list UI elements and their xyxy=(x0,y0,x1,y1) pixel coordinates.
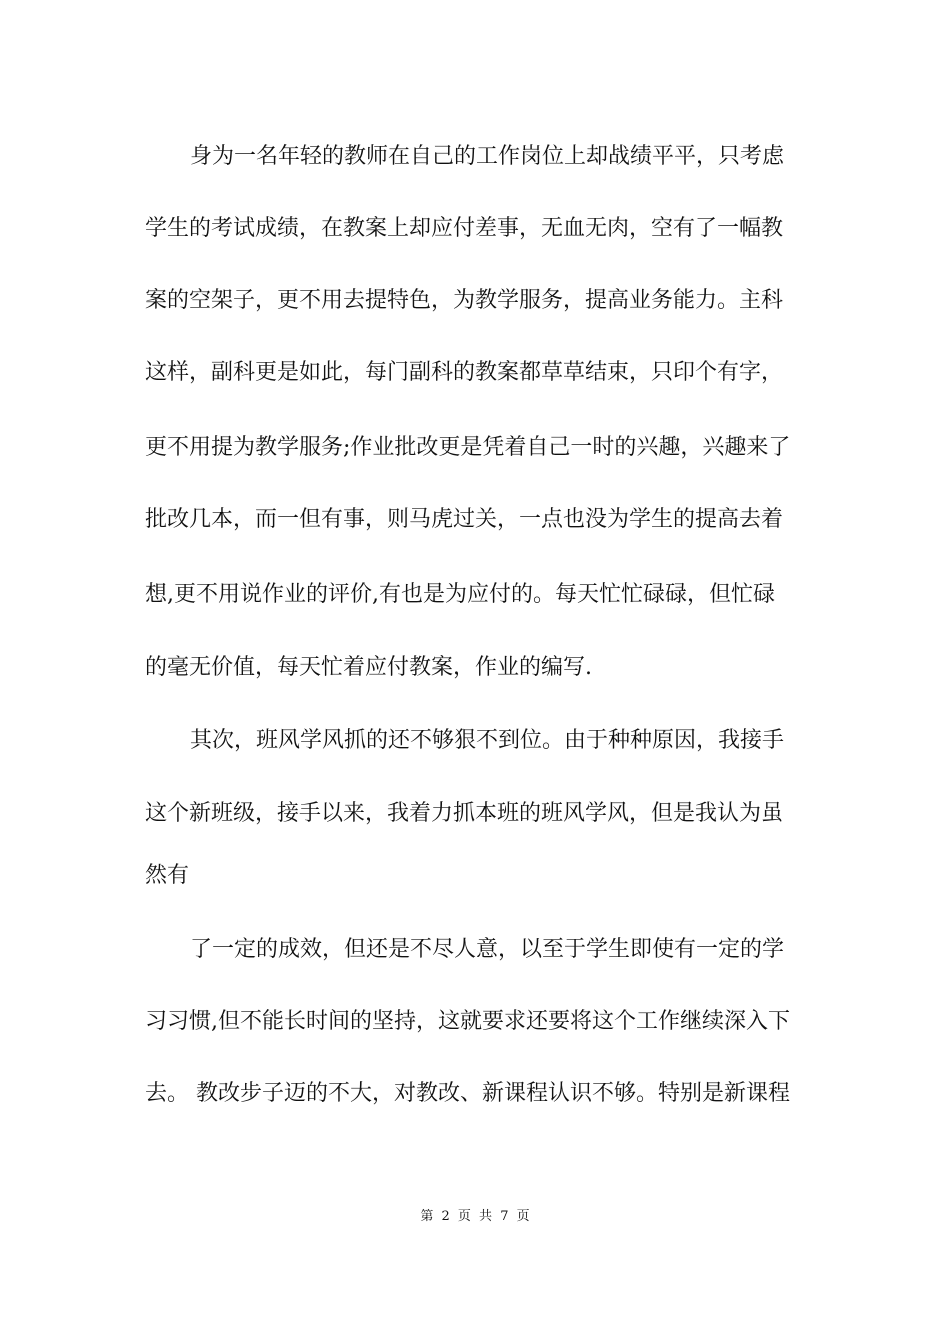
paragraph-line: 学生的考试成绩，在教案上却应付差事，无血无肉，空有了一幅教 xyxy=(145,216,784,241)
paragraph-line: 这样，副科更是如此，每门副科的教案都草草结束，只印个有字， xyxy=(145,360,784,385)
paragraph-line: 去。 教改步子迈的不大，对教改、新课程认识不够。特别是新课程 xyxy=(145,1081,790,1106)
paragraph-line: 身为一名年轻的教师在自己的工作岗位上却战绩平平，只考虑 xyxy=(190,144,785,169)
paragraph-line: 想,更不用说作业的评价,有也是为应付的。每天忙忙碌碌，但忙碌 xyxy=(145,582,775,607)
paragraph-line: 习习惯,但不能长时间的坚持，这就要求还要将这个工作继续深入下 xyxy=(145,1009,790,1034)
paragraph-line: 案的空架子，更不用去提特色，为教学服务，提高业务能力。主科 xyxy=(145,288,784,313)
paragraph-line: 了一定的成效，但还是不尽人意，以至于学生即使有一定的学 xyxy=(190,937,785,962)
paragraph-line: 这个新班级，接手以来，我着力抓本班的班风学风，但是我认为虽 xyxy=(145,801,784,826)
paragraph-line: 其次，班风学风抓的还不够狠不到位。由于种种原因，我接手 xyxy=(190,728,785,753)
paragraph-line: 的毫无价值，每天忙着应付教案，作业的编写. xyxy=(145,655,592,680)
page-number-footer: 第 2 页 共 7 页 xyxy=(420,1209,530,1224)
paragraph-line: 更不用提为教学服务;作业批改更是凭着自己一时的兴趣，兴趣来了 xyxy=(145,435,791,460)
paragraph-line: 批改几本，而一但有事，则马虎过关，一点也没为学生的提高去着 xyxy=(145,507,784,532)
paragraph-line: 然有 xyxy=(145,863,190,888)
